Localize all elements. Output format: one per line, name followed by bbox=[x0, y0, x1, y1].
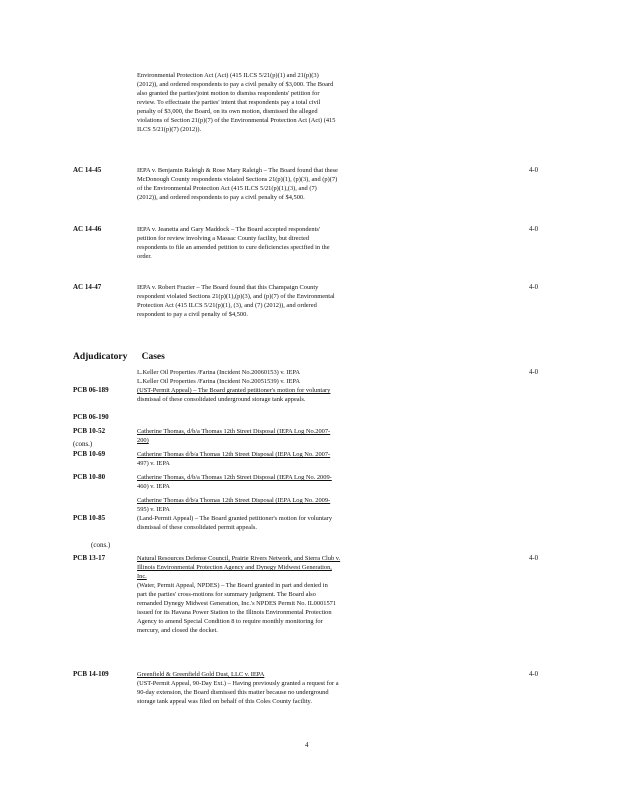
text-line: IEPA v. Jeanetta and Gary Maddock – The Board accepted respondents' bbox=[137, 226, 320, 233]
text-line: 460) v. IEPA bbox=[137, 483, 170, 490]
text-line: penalty of $3,000, the Board, on its own motion, dismissed the alleged bbox=[137, 108, 318, 115]
case-number: AC 14-47 bbox=[73, 283, 102, 291]
text-line: remanded Dynegy Midwest Generation, Inc.'s NPDES Permit No. IL0001571 bbox=[137, 600, 337, 607]
text-line: L.Keller Oil Properties /Farina (Incident No.20060153) v. IEPA bbox=[137, 369, 300, 376]
text-line: 200) bbox=[137, 437, 149, 444]
text-line: review. To effectuate the parties' intent that respondents pay a total civil bbox=[137, 99, 321, 106]
case-number: PCB 10-80 bbox=[73, 473, 106, 481]
case-summary bbox=[137, 473, 455, 491]
case-number-line: PCB 06-190 bbox=[73, 413, 109, 421]
text-line: Greenfield & Greenfield Gold Dust, LLC v. IEPA bbox=[137, 671, 265, 678]
vote-count: 4-0 bbox=[529, 284, 539, 291]
text-line: also granted the parties'joint motion to dismiss respondents' petition for bbox=[137, 90, 320, 97]
text-line: dismissal of these consolidated underground storage tank appeals. bbox=[137, 396, 306, 403]
case-summary bbox=[137, 496, 455, 532]
text-line: Inc. bbox=[137, 573, 147, 580]
case-number: AC 14-45 bbox=[73, 166, 102, 174]
continuation-text bbox=[137, 71, 455, 134]
text-line: Natural Resources Defense Council, Prairie Rivers Network, and Sierra Club v. bbox=[137, 555, 341, 562]
case-number: PCB 10-69 bbox=[73, 450, 106, 458]
case-summary bbox=[137, 427, 455, 445]
case-summary bbox=[137, 166, 455, 202]
case-number: PCB 10-52 bbox=[73, 427, 106, 435]
text-line: Catherine Thomas d/b/a Thomas 12th Street Disposal (IEPA Log No. 2007- bbox=[137, 451, 331, 458]
text-line: (2012)), and ordered respondents to pay a civil penalty of $4,500. bbox=[137, 194, 305, 201]
text-line: of the Environmental Protection Act (415 ILCS 5/21(p)(1),(3), and (7) bbox=[137, 185, 317, 192]
case-number-line: (cons.) bbox=[73, 440, 93, 448]
text-line: dismissal of these consolidated permit appeals. bbox=[137, 524, 257, 531]
text-line: Protection Act (415 ILCS 5/21(p)(1), (3), and (7) (2012)), and ordered bbox=[137, 302, 317, 309]
vote-count: 4-0 bbox=[529, 555, 539, 562]
text-line: respondent to pay a civil penalty of $4,500. bbox=[137, 311, 248, 318]
text-line: 595) v. IEPA bbox=[137, 506, 170, 513]
text-line: (Land-Permit Appeal) – The Board granted petitioner's motion for voluntary bbox=[137, 515, 333, 522]
text-line: storage tank appeal was filed on behalf of this Coles County facility. bbox=[137, 698, 312, 705]
section-heading: Adjudicatory Cases bbox=[73, 352, 165, 362]
text-line: IEPA v. Robert Frazier – The Board found that this Champaign County bbox=[137, 284, 319, 291]
text-line: Agency to amend Special Condition 8 to require monthly monitoring for bbox=[137, 618, 323, 625]
text-line: petition for review involving a Massac County facility, but directed bbox=[137, 235, 310, 242]
case-number: PCB 13-17 bbox=[73, 554, 106, 562]
case-summary bbox=[137, 450, 455, 468]
text-line: (2012)), and ordered respondents to pay a civil penalty of $3,000. The Board bbox=[137, 81, 334, 88]
case-number-line: PCB 10-85 bbox=[73, 514, 106, 522]
text-line: Catherine Thomas d/b/a Thomas 12th Street Disposal (IEPA Log No. 2009- bbox=[137, 497, 331, 504]
text-line: 90-day extension, the Board dismissed this matter because no underground bbox=[137, 689, 329, 696]
text-line: ILCS 5/21(p)(7) (2012)). bbox=[137, 126, 202, 133]
vote-count: 4-0 bbox=[529, 226, 539, 233]
case-number: PCB 14-109 bbox=[73, 670, 109, 678]
vote-count: 4-0 bbox=[529, 369, 539, 376]
case-number: AC 14-46 bbox=[73, 225, 102, 233]
page-number: 4 bbox=[305, 741, 309, 749]
text-line: IEPA v. Benjamin Raleigh & Rose Mary Raleigh – The Board found that these bbox=[137, 167, 338, 174]
case-summary bbox=[137, 670, 455, 706]
text-line: Environmental Protection Act (Act) (415 ILCS 5/21(p)(1) and 21(p)(3) bbox=[137, 72, 319, 79]
text-line: Illinois Environmental Protection Agency and Dynegy Midwest Generation, bbox=[137, 564, 332, 571]
text-line: (UST-Permit Appeal) – The Board granted petitioner's motion for voluntary bbox=[137, 387, 331, 394]
vote-count: 4-0 bbox=[529, 167, 539, 174]
text-line: respondent violated Sections 21(p)(1),(p)(3), and (p)(7) of the Environmental bbox=[137, 293, 335, 300]
text-line: violations of Section 21(p)(7) of the Environmental Protection Act (Act) (415 bbox=[137, 117, 336, 124]
text-line: Catherine Thomas, d/b/a Thomas 12th Street Disposal (IEPA Log No. 2009- bbox=[137, 474, 332, 481]
text-line: L.Keller Oil Properties /Farina (Incident No.20051539) v. IEPA bbox=[137, 378, 300, 385]
case-number-line: (cons.) bbox=[91, 541, 111, 549]
case-summary bbox=[137, 225, 455, 261]
text-line: Catherine Thomas, d/b/a Thomas 12th Street Disposal (IEPA Log No.2007- bbox=[137, 428, 331, 435]
text-line: 497) v. IEPA bbox=[137, 460, 170, 467]
text-line: mercury, and closed the docket. bbox=[137, 627, 218, 634]
case-summary bbox=[137, 554, 455, 635]
text-line: part the parties' cross-motions for summary judgment. The Board also bbox=[137, 591, 316, 598]
case-summary bbox=[137, 368, 455, 404]
text-line: (UST-Permit Appeal, 90-Day Ext.) – Having previously granted a request for a bbox=[137, 680, 339, 687]
text-line: (Water, Permit Appeal, NPDES) – The Board granted in part and denied in bbox=[137, 582, 328, 589]
text-line: respondents to file an amended petition to cure deficiencies specified in the bbox=[137, 244, 330, 251]
text-line: issued for its Havana Power Station to the Illinois Environmental Protection bbox=[137, 609, 332, 616]
case-summary bbox=[137, 283, 455, 319]
case-number-line: PCB 06-189 bbox=[73, 386, 109, 394]
vote-count: 4-0 bbox=[529, 671, 539, 678]
text-line: order. bbox=[137, 253, 152, 260]
text-line: McDonough County respondents violated Sections 21(p)(1), (p)(3), and (p)(7) bbox=[137, 176, 338, 183]
